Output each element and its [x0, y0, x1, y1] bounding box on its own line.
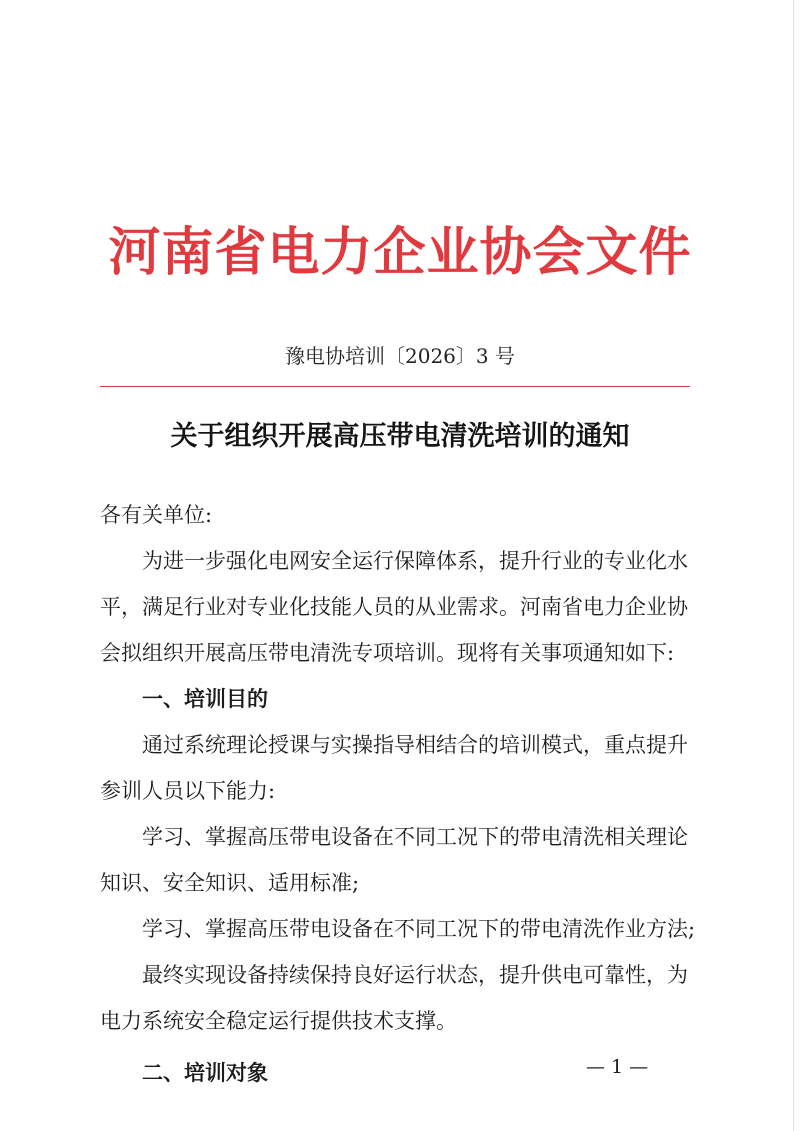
paragraph-line: 知识、安全知识、适用标准;	[100, 871, 360, 895]
section-heading-audience: 二、培训对象	[142, 1061, 268, 1085]
scan-edge-line	[793, 0, 794, 1131]
organization-header-title: 河南省电力企业协会文件	[108, 222, 692, 283]
intro-line: 会拟组织开展高压带电清洗专项培训。现将有关事项通知如下:	[100, 641, 675, 665]
document-number: 豫电协培训〔2026〕3 号	[285, 344, 515, 368]
intro-line: 平，满足行业对专业化技能人员的从业需求。河南省电力企业协	[100, 595, 688, 619]
paragraph-line: 学习、掌握高压带电设备在不同工况下的带电清洗作业方法;	[142, 917, 696, 941]
red-separator-line	[100, 386, 690, 387]
paragraph-line: 电力系统安全稳定运行提供技术支撑。	[100, 1009, 457, 1033]
document-body	[100, 492, 700, 1096]
page-number: — 1 —	[586, 1056, 649, 1078]
paragraph-line: 学习、掌握高压带电设备在不同工况下的带电清洗相关理论	[142, 825, 688, 849]
paragraph-line: 参训人员以下能力:	[100, 779, 276, 803]
paragraph-line: 通过系统理论授课与实操指导相结合的培训模式，重点提升	[142, 733, 688, 757]
paragraph-line: 最终实现设备持续保持良好运行状态，提升供电可靠性，为	[142, 963, 688, 987]
salutation: 各有关单位:	[100, 503, 213, 527]
notice-title: 关于组织开展高压带电清洗培训的通知	[170, 421, 630, 452]
intro-line: 为进一步强化电网安全运行保障体系，提升行业的专业化水	[142, 549, 688, 573]
section-heading-purpose: 一、培训目的	[142, 687, 268, 711]
